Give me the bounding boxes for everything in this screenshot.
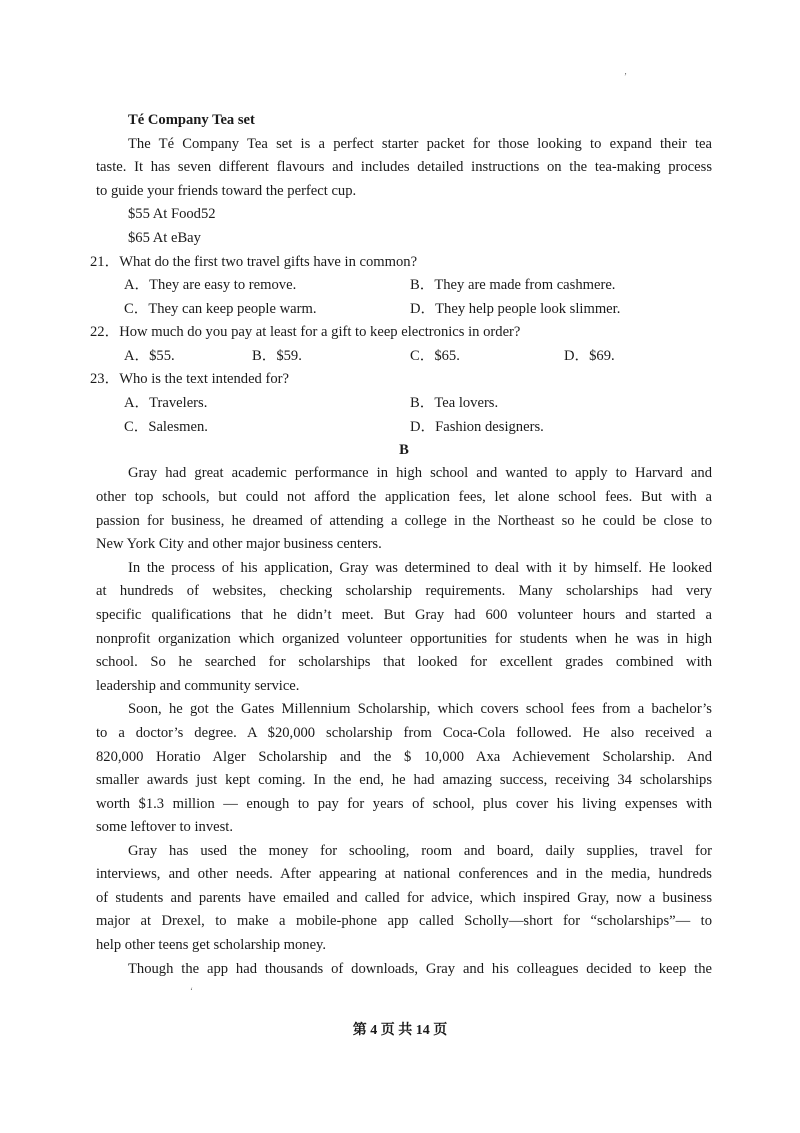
page-footer: 第 4 页 共 14 页: [352, 1023, 448, 1038]
question-stem: 22．How much do you pay at least for a gift to keep electronics in order?: [90, 324, 521, 340]
option-c: C．$65.: [410, 348, 460, 364]
section-heading: B: [399, 442, 409, 458]
option-c: C．They can keep people warm.: [124, 301, 317, 317]
product-desc-line: The Té Company Tea set is a perfect starter packet for those looking to expand their tea: [128, 136, 712, 152]
option-b: B．Tea lovers.: [410, 395, 499, 411]
body-line: leadership and community service.: [96, 678, 300, 694]
body-line: some leftover to invest.: [96, 819, 233, 835]
body-line: Gray has used the money for schooling, room and board, daily supplies, travel for: [128, 843, 712, 859]
body-line: at hundreds of websites, checking scholarship requirements. Many scholarships had very: [96, 583, 712, 599]
option-a: A．Travelers.: [124, 395, 208, 411]
body-line: Gray had great academic performance in high school and wanted to apply to Harvard and: [128, 465, 712, 481]
option-d: D．$69.: [564, 348, 615, 364]
body-line: 820,000 Horatio Alger Scholarship and the $ 10,000 Axa Achievement Scholarship. And: [96, 749, 712, 765]
body-line: passion for business, he dreamed of attending a college in the Northeast so he could be close to: [96, 513, 712, 529]
price-line: $55 At Food52: [128, 206, 216, 222]
product-desc-line: taste. It has seven different flavours and includes detailed instructions on the tea-making process: [96, 159, 712, 175]
question-stem: 21．What do the first two travel gifts have in common?: [90, 254, 418, 270]
price-line: $65 At eBay: [128, 230, 201, 246]
body-line: worth $1.3 million — enough to pay for years of school, plus cover his living expenses with: [96, 796, 712, 812]
bottom-mark: ‘: [190, 986, 193, 996]
body-line: smaller awards just kept coming. In the end, he had amazing success, receiving 34 scholarships: [96, 772, 712, 788]
option-a: A．They are easy to remove.: [124, 277, 297, 293]
body-line: to a doctor’s degree. A $20,000 scholarship from Coca-Cola followed. He also received a: [96, 725, 712, 741]
body-line: Though the app had thousands of downloads, Gray and his colleagues decided to keep the: [128, 961, 712, 977]
option-d: D．Fashion designers.: [410, 419, 544, 435]
body-line: help other teens get scholarship money.: [96, 937, 327, 953]
body-line: specific qualifications that he didn’t meet. But Gray had 600 volunteer hours and started a: [96, 607, 712, 623]
question-stem: 23．Who is the text intended for?: [90, 371, 289, 387]
body-line: Soon, he got the Gates Millennium Scholarship, which covers school fees from a bachelor’s: [128, 701, 712, 717]
body-line: In the process of his application, Gray was determined to deal with it by himself. He looked: [128, 560, 712, 576]
option-c: C．Salesmen.: [124, 419, 208, 435]
body-line: school. So he searched for scholarships that looked for excellent grades combined with: [96, 654, 712, 670]
body-line: nonprofit organization which organized volunteer opportunities for students when he was in high: [96, 631, 712, 647]
body-line: other top schools, but could not afford the application fees, let alone school fees. But with a: [96, 489, 712, 505]
product-desc-line: to guide your friends toward the perfect cup.: [96, 183, 357, 199]
body-line: major at Drexel, to make a mobile-phone app called Scholly—short for “scholarships”— to: [96, 913, 712, 929]
option-b: B．$59.: [252, 348, 302, 364]
product-title: Té Company Tea set: [128, 112, 255, 128]
top-mark: ‚: [624, 66, 627, 76]
option-a: A．$55.: [124, 348, 175, 364]
body-line: interviews, and other needs. After appearing at national conferences and in the media, hundreds: [96, 866, 712, 882]
option-b: B．They are made from cashmere.: [410, 277, 616, 293]
option-d: D．They help people look slimmer.: [410, 301, 621, 317]
body-line: of students and parents have emailed and called for advice, which inspired Gray, now a business: [96, 890, 712, 906]
body-line: New York City and other major business centers.: [96, 536, 382, 552]
document-page: [90, 0, 712, 1133]
